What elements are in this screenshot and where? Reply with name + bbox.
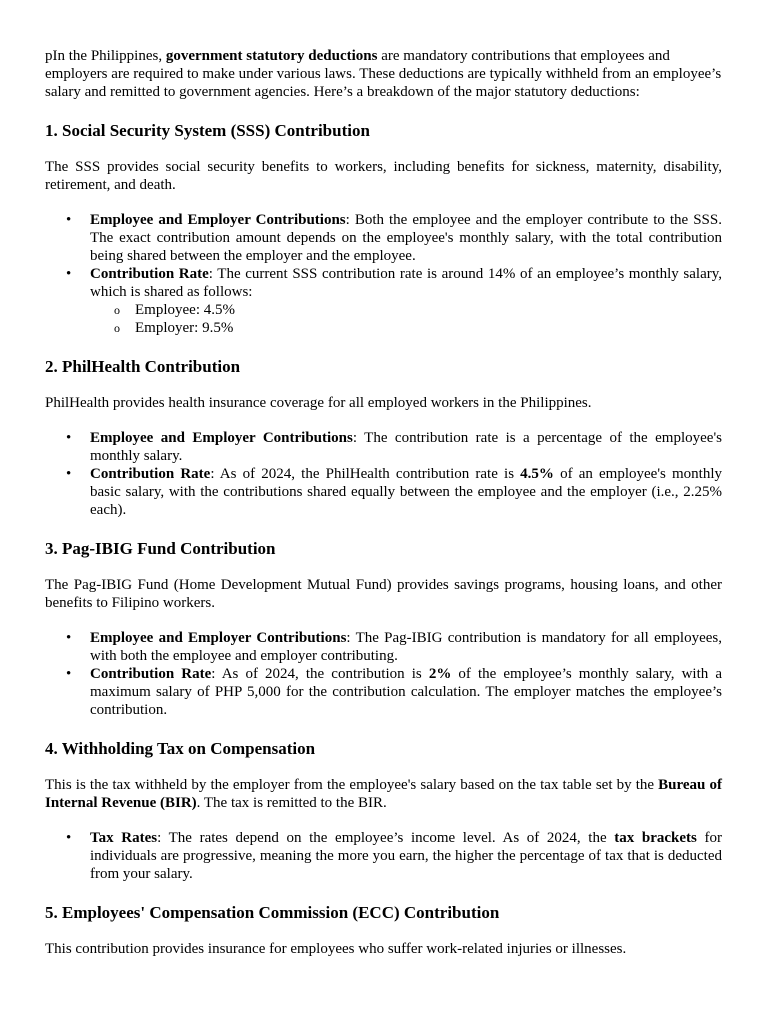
philhealth-list xyxy=(45,429,722,519)
ecc-body: This contribution provides insurance for employees who suffer work-related injuries or illnesses. xyxy=(45,941,627,957)
intro-emphasis: government statutory deductions xyxy=(165,48,378,64)
list-item: • Employee and Employer Contributions: The Pag-IBIG contribution is mandatory for all employees, with both the employee and employer contributing. xyxy=(90,629,722,665)
sub-list-item: o Employer: 9.5% xyxy=(135,319,722,337)
list-item: • Contribution Rate: As of 2024, the contribution is 2% of the employee’s monthly salary, with a maximum salary of PHP 5,000 for the contribution calculation. The employer matches the employee’s contribution. xyxy=(90,665,722,719)
pagibig-body: The Pag-IBIG Fund (Home Development Mutual Fund) provides savings programs, housing loans, and other benefits to Filipino workers. xyxy=(45,577,722,611)
sub-list-item: o Employee: 4.5% xyxy=(135,301,722,319)
sss-sublist xyxy=(90,301,722,337)
list-item: • Employee and Employer Contributions: The contribution rate is a percentage of the employee's monthly salary. xyxy=(90,429,722,465)
tax-heading: 4. Withholding Tax on Compensation xyxy=(45,739,316,758)
intro-paragraph: pIn the Philippines, government statutory deductions are mandatory contributions that employees and employers are required to make under various laws. These deductions are typically withheld from an employee’s salary and remitted to government agencies. Here’s a breakdown of the major statutory deductions: xyxy=(45,48,722,100)
tax-list xyxy=(45,829,722,883)
philhealth-body: PhilHealth provides health insurance coverage for all employed workers in the Philippines. xyxy=(45,395,592,411)
list-item: • Tax Rates: The rates depend on the employee’s income level. As of 2024, the tax brackets for individuals are progressive, meaning the more you earn, the higher the percentage of tax that is deducted from your salary. xyxy=(90,829,722,883)
list-item: • Contribution Rate: The current SSS contribution rate is around 14% of an employee’s monthly salary, which is shared as follows: o Employee: 4.5% o Employer: 9.5% xyxy=(90,265,722,337)
pagibig-list xyxy=(45,629,722,719)
pagibig-heading: 3. Pag-IBIG Fund Contribution xyxy=(45,539,276,558)
sss-heading: 1. Social Security System (SSS) Contribution xyxy=(45,121,370,140)
tax-body: This is the tax withheld by the employer from the employee's salary based on the tax table set by the Bureau of Internal Revenue (BIR). The tax is remitted to the BIR. xyxy=(45,777,722,811)
ecc-heading: 5. Employees' Compensation Commission (ECC) Contribution xyxy=(45,903,500,922)
list-item: • Employee and Employer Contributions: Both the employee and the employer contribute to the SSS. The exact contribution amount depends on the employee's monthly salary, with the total contribution being shared between the employer and the employee. xyxy=(90,211,722,265)
sss-body: The SSS provides social security benefits to workers, including benefits for sickness, maternity, disability, retirement, and death. xyxy=(45,159,722,193)
sss-list xyxy=(45,211,722,337)
list-item: • Contribution Rate: As of 2024, the PhilHealth contribution rate is 4.5% of an employee's monthly basic salary, with the contributions shared equally between the employee and the employer (i.e., 2.25% each). xyxy=(90,465,722,519)
philhealth-heading: 2. PhilHealth Contribution xyxy=(45,357,241,376)
